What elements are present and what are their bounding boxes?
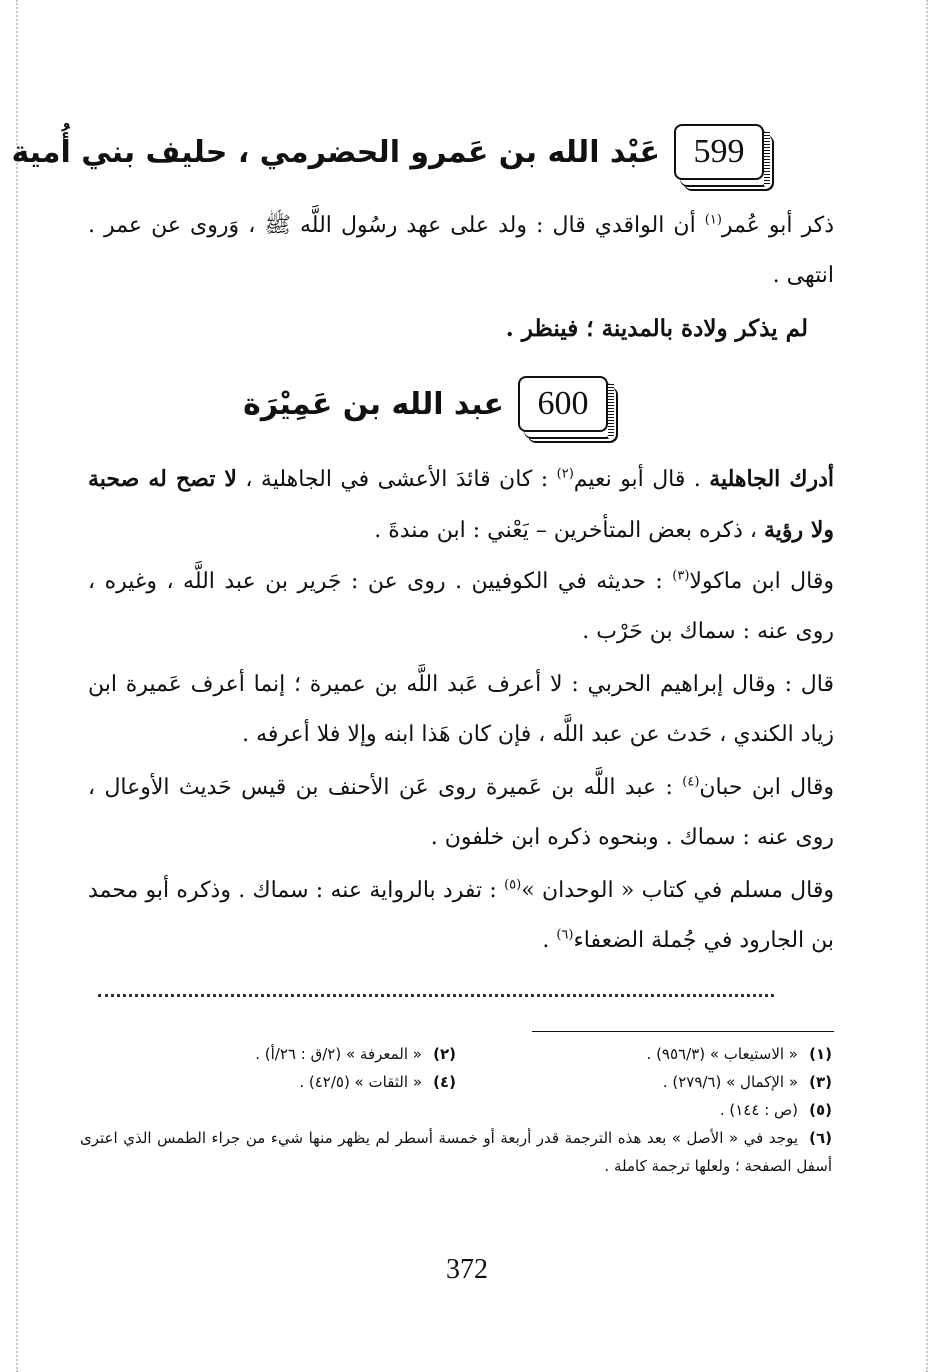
footnote-text: « الإكمال » (٢٧٩/٦) . (662, 1073, 798, 1091)
scan-edge-left (16, 0, 18, 1372)
paragraph-text: : عبد اللَّه بن عَميرة روى عَن الأحنف بن قيس حَديث الأوعال ، روى عنه : سماك . وبنحوه ذكره ابن خلفون . (88, 775, 834, 850)
footnote-text: « الاستيعاب » (٩٥٦/٣) . (646, 1045, 798, 1063)
entry-title: عبد الله بن عَمِيْرَة (243, 386, 504, 422)
footnote-rule (532, 1031, 834, 1032)
paragraph-text: : كان قائدَ الأعشى في الجاهلية ، (236, 467, 557, 492)
paragraph-text: . قال أبو نعيم (573, 467, 710, 492)
footnote-number: (٢) (433, 1045, 456, 1063)
footnote (80, 1068, 456, 1096)
entry-heading-600 (243, 376, 608, 432)
footnote (456, 1068, 832, 1096)
paragraph (88, 454, 834, 556)
footnote-ref: (٥) (504, 877, 522, 893)
paragraph-text: وقال ابن حبان (699, 775, 834, 800)
paragraph (88, 866, 834, 966)
paragraph-text: : حديثه في الكوفيين . روى عن : جَرير بن عبد اللَّه ، وغيره ، روى عنه : سماك بن حَرْب . (88, 569, 834, 644)
entry-title: عَبْد الله بن عَمرو الحضرمي ، حليف بني أُمية (11, 134, 660, 170)
footnotes (80, 1040, 832, 1180)
paragraph-text: وقال مسلم في كتاب « الوحدان » (521, 878, 834, 903)
footnote-text: « الثقات » (٤٢/٥) . (299, 1073, 422, 1091)
footnote-ref: (٤) (682, 774, 700, 790)
dotted-separator (98, 994, 774, 997)
footnote-ref: (١) (704, 212, 722, 228)
scan-edge-right (926, 0, 928, 1372)
page-number: 372 (446, 1254, 488, 1285)
paragraph-text: أن الواقدي قال : ولد على عهد رسُول اللَّه ﷺ ، وَروى عن عمر . انتهى . (88, 213, 834, 288)
footnote-ref: (٦) (556, 927, 574, 943)
footnote (80, 1040, 456, 1068)
footnote (456, 1096, 832, 1124)
footnote-row (80, 1068, 832, 1096)
footnote-ref: (٢) (556, 466, 574, 482)
paragraph (88, 201, 834, 301)
bold-remark: لم يذكر ولادة بالمدينة ؛ فينظر . (505, 315, 808, 342)
paragraph-text: : تفرد بالرواية عنه : سماك . وذكره أبو محمد بن الجارود في جُملة الضعفاء (88, 878, 834, 953)
footnote-number: (٥) (809, 1101, 832, 1119)
footnote-number: (٦) (809, 1129, 832, 1147)
footnote-text: يوجد في « الأصل » بعد هذه الترجمة قدر أربعة أو خمسة أسطر لم يظهر منها شيء من جراء الطمس الذي اعترى أسفل الصفحة ؛ ولعلها ترجمة كاملة . (80, 1129, 832, 1175)
entry-number-box: 599 (674, 124, 764, 180)
paragraph: قال : وقال إبراهيم الحربي : لا أعرف عَبد اللَّه بن عميرة ؛ إنما أعرف عَميرة ابن زياد الكندي ، حَدث عن عبد اللَّه ، فإن كان هَذا ابنه وإلا فلا أعرفه . (88, 672, 834, 747)
paragraph-text: ذكر أبو عُمر (721, 213, 835, 238)
footnote-long (80, 1124, 832, 1180)
bold-phrase: أدرك الجاهلية (709, 466, 834, 492)
footnote (456, 1040, 832, 1068)
entry-heading-599 (11, 124, 764, 180)
footnote-text: « المعرفة » (٢/ق : ٢٦/أ) . (255, 1045, 422, 1063)
footnote-number: (٣) (809, 1073, 832, 1091)
entry-number-box: 600 (518, 376, 608, 432)
paragraph (88, 557, 834, 657)
footnote-row (80, 1096, 832, 1124)
paragraph-text: وقال ابن ماكولا (689, 569, 834, 594)
footnote-ref: (٣) (672, 568, 690, 584)
footnote-row (80, 1040, 832, 1068)
footnote-number: (١) (809, 1045, 832, 1063)
paragraph-text: ، ذكره بعض المتأخرين – يَعْني : ابن مندةَ . (374, 518, 764, 543)
bold-phrase: لا تصح له صحبة ولا رؤية (88, 466, 834, 543)
paragraph (88, 763, 834, 863)
footnote-number: (٤) (433, 1073, 456, 1091)
footnote-text: (ص : ١٤٤) . (719, 1101, 798, 1119)
paragraph-text: . (542, 928, 557, 953)
